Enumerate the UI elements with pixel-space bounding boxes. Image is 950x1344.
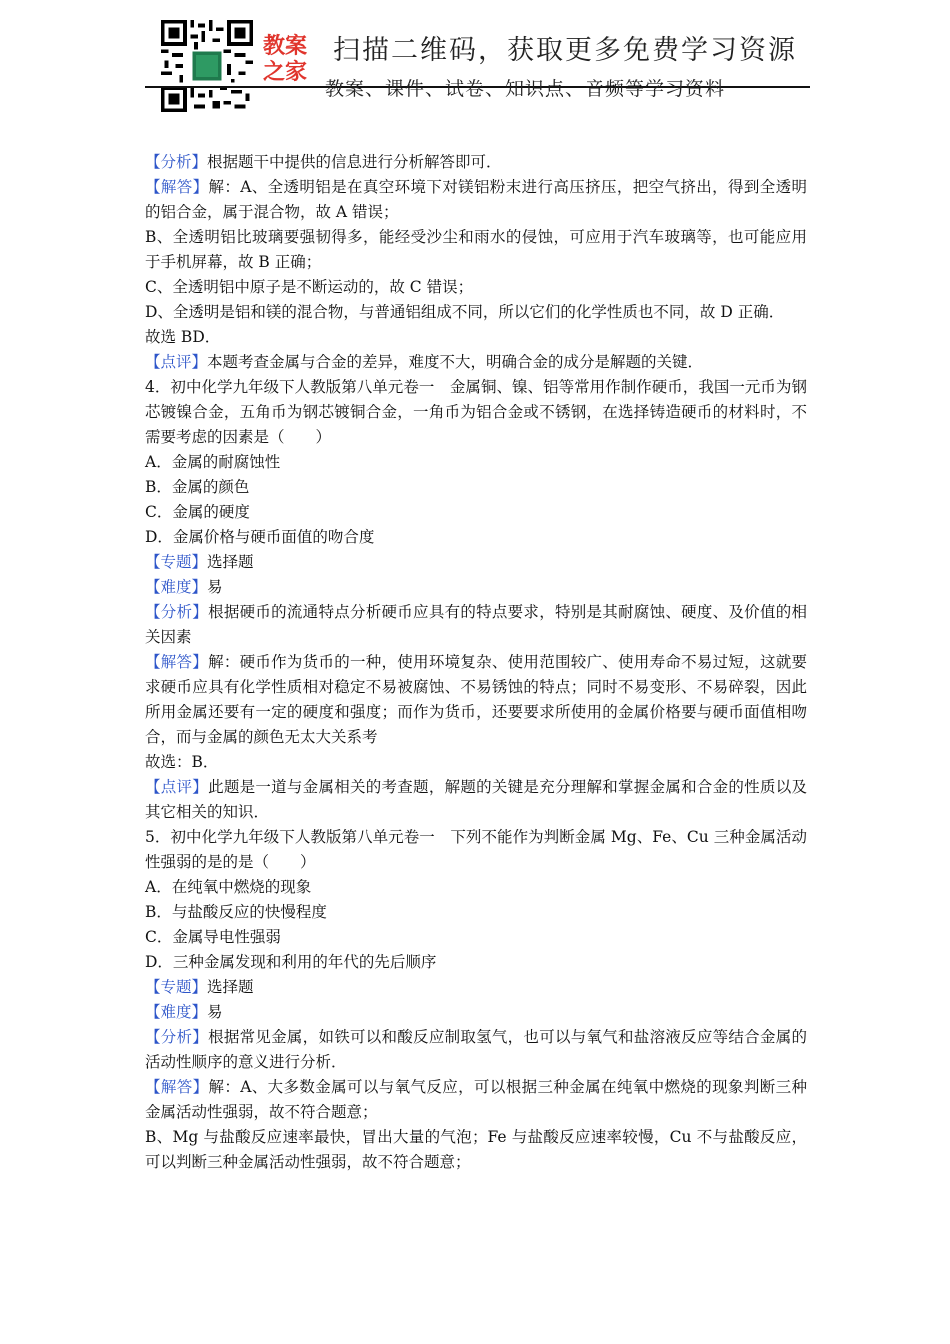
question-stem: 4．初中化学九年级下人教版第八单元卷一 金属铜、镍、铝等常用作制作硬币，我国一元币为钢芯镀镍合金，五角币为钢芯镀铜合金，一角币为铝合金或不锈钢，在选择铸造硬币的材料时，不需要考虑的因素是（ ） (145, 378, 807, 446)
page-header (145, 12, 810, 127)
paragraph (145, 150, 807, 175)
paragraph: B、Mg 与盐酸反应速率最快，冒出大量的气泡；Fe 与盐酸反应速率较慢，Cu 不与盐酸反应，可以判断三种金属活动性强弱，故不符合题意； (145, 1128, 807, 1171)
section-tag: 【点评】 (145, 778, 209, 796)
paragraph-text: 易 (207, 1003, 223, 1021)
paragraph (145, 550, 807, 575)
question-stem: 5．初中化学九年级下人教版第八单元卷一 下列不能作为判断金属 Mg、Fe、Cu 三种金属活动性强弱的是的是（ ） (145, 828, 807, 871)
paragraph: 故选 BD． (145, 328, 221, 346)
paragraph-text: 解：硬币作为货币的一种，使用环境复杂、使用范围较广、使用寿命不易过短，这就要求硬币应具有化学性质相对稳定不易被腐蚀、不易锈蚀的特点；同时不易变形、不易碎裂，因此所用金属还要有一定的硬度和强度；而作为货币，还要要求所使用的金属价格要与硬币面值相吻合，而与金属的颜色无太大关系考 (145, 653, 807, 746)
option-c: C．金属导电性强弱 (145, 928, 281, 946)
section-tag: 【专题】 (145, 978, 208, 996)
option-d: D．金属价格与硬币面值的吻合度 (145, 528, 375, 546)
paragraph (145, 775, 807, 825)
option-b: B．与盐酸反应的快慢程度 (145, 903, 327, 921)
paragraph: B、全透明铝比玻璃要强韧得多，能经受沙尘和雨水的侵蚀，可应用于汽车玻璃等，也可能应用于手机屏幕，故 B 正确； (145, 228, 807, 271)
brand-logo: 教案 之家 (263, 34, 308, 85)
paragraph (145, 975, 807, 1000)
section-tag: 【专题】 (145, 553, 208, 571)
paragraph-text: 根据题干中提供的信息进行分析解答即可． (207, 153, 502, 171)
paragraph (145, 1025, 807, 1075)
paragraph (145, 650, 807, 750)
paragraph (145, 575, 807, 600)
paragraph (145, 1075, 807, 1125)
paragraph-text: 此题是一道与金属相关的考查题，解题的关键是充分理解和掌握金属和合金的性质以及其它相关的知识． (145, 778, 807, 821)
option-a: A．在纯氧中燃烧的现象 (145, 878, 312, 896)
paragraph-text: 易 (207, 578, 223, 596)
paragraph (145, 175, 807, 225)
option-d: D．三种金属发现和利用的年代的先后顺序 (145, 953, 437, 971)
paragraph-text: 根据硬币的流通特点分析硬币应具有的特点要求，特别是其耐腐蚀、硬度、及价值的相关因素 (145, 603, 807, 646)
paragraph-text: 解：A、大多数金属可以与氧气反应，可以根据三种金属在纯氧中燃烧的现象判断三种金属活动性强弱，故不符合题意； (145, 1078, 807, 1121)
section-tag: 【解答】 (145, 178, 209, 196)
paragraph: D、全透明是铝和镁的混合物，与普通铝组成不同，所以它们的化学性质也不同，故 D 正确． (145, 303, 785, 321)
header-subline: 教案、课件、试卷、知识点、音频等学习资料 (325, 78, 726, 100)
paragraph (145, 1000, 807, 1025)
paragraph-text: 解：A、全透明铝是在真空环境下对镁铝粉末进行高压挤压，把空气挤出，得到全透明的铝合金，属于混合物，故 A 错误； (145, 178, 807, 221)
section-tag: 【解答】 (145, 1078, 209, 1096)
section-tag: 【解答】 (145, 653, 209, 671)
option-a: A．金属的耐腐蚀性 (145, 453, 281, 471)
section-tag: 【点评】 (145, 353, 208, 371)
option-b: B．金属的颜色 (145, 478, 250, 496)
section-tag: 【难度】 (145, 1003, 208, 1021)
document-body (145, 150, 807, 1175)
paragraph-text: 选择题 (207, 553, 254, 571)
paragraph-text: 选择题 (207, 978, 254, 996)
header-headline: 扫描二维码，获取更多免费学习资源 (333, 35, 797, 66)
paragraph: 故选：B． (145, 753, 219, 771)
paragraph (145, 350, 807, 375)
paragraph (145, 600, 807, 650)
section-tag: 【分析】 (145, 603, 209, 621)
qr-code-icon[interactable] (161, 20, 253, 112)
paragraph-text: 本题考查金属与合金的差异，难度不大，明确合金的成分是解题的关键． (207, 353, 704, 371)
section-tag: 【难度】 (145, 578, 208, 596)
paragraph: C、全透明铝中原子是不断运动的，故 C 错误； (145, 278, 474, 296)
section-tag: 【分析】 (145, 1028, 209, 1046)
option-c: C．金属的硬度 (145, 503, 250, 521)
section-tag: 【分析】 (145, 153, 208, 171)
paragraph-text: 根据常见金属，如铁可以和酸反应制取氢气，也可以与氧气和盐溶液反应等结合金属的活动性顺序的意义进行分析． (145, 1028, 807, 1071)
